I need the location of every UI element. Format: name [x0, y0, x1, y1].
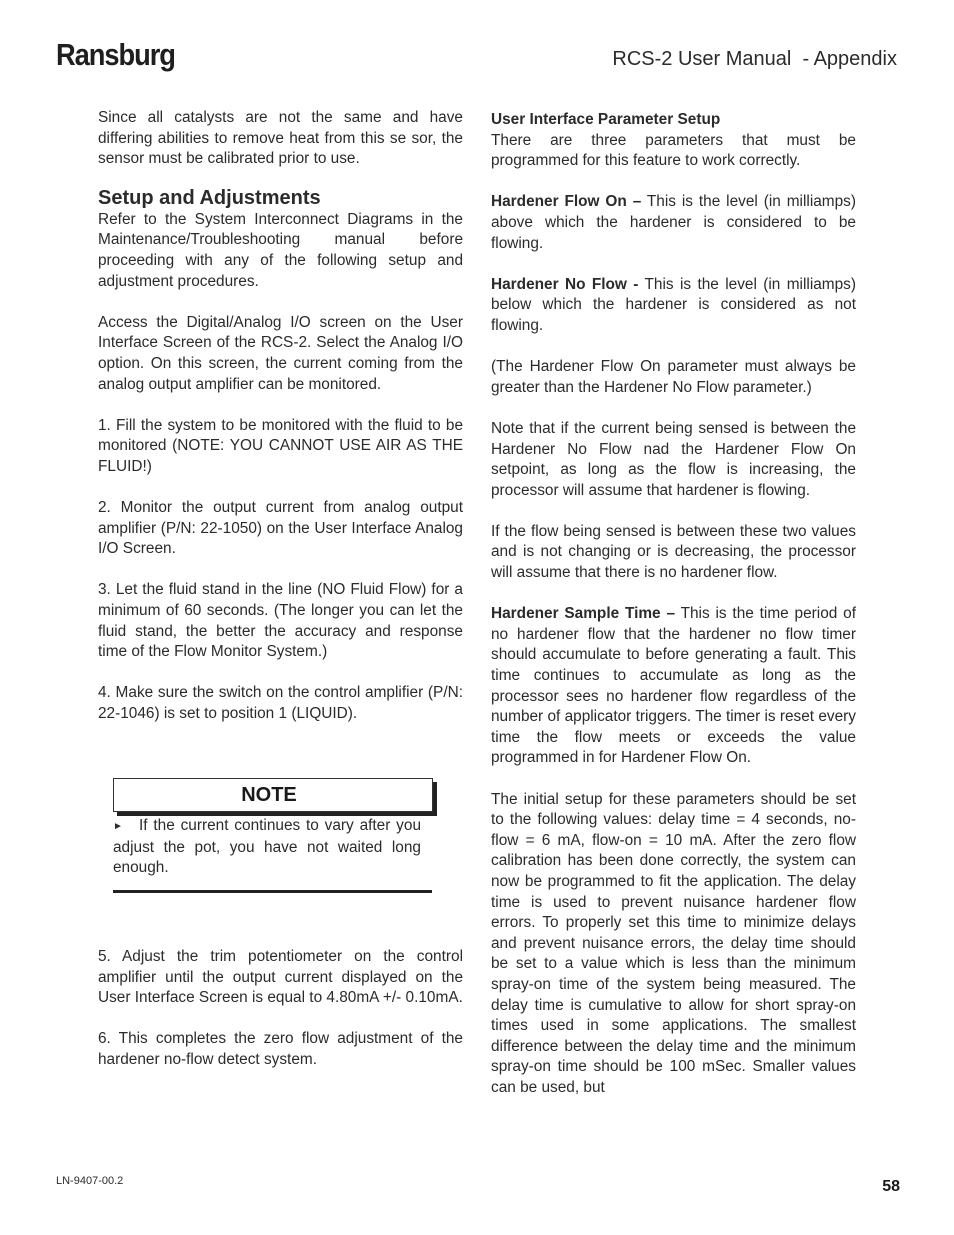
- note-divider: [113, 890, 432, 893]
- brand-logo: Ransburg: [56, 37, 175, 72]
- page-number: 58: [882, 1178, 900, 1195]
- step-6: 6. This completes the zero flow adjustment of the hardener no-flow detect system.: [98, 1030, 463, 1068]
- paragraph-flow-sensed: If the flow being sensed is between these two values and is not changing or is decreasing, the processor will assume that there is no hardener flow.: [491, 522, 856, 582]
- flow-on-label: Hardener Flow On –: [491, 193, 642, 211]
- paragraph-refer: Refer to the System Interconnect Diagrams in the Maintenance/Troubleshooting manual before proceeding with any of the following setup and adjustment procedures.: [98, 210, 463, 290]
- right-heading: User Interface Parameter Setup: [491, 111, 721, 128]
- flow-on-text: This is the level (in milliamps) above which the hardener is considered to be flowing.: [491, 193, 856, 252]
- step-4: 4. Make sure the switch on the control amplifier (P/N: 22-1046) is set to position 1 (LIQUID).: [98, 684, 463, 723]
- paragraph-parenthetical: (The Hardener Flow On parameter must always be greater than the Hardener No Flow parameter.): [491, 358, 856, 396]
- paragraph-initial-setup: The initial setup for these parameters should be set to the following values: delay time = 4 seconds, no-flow = 6 mA, flow-on = 10 mA. After the zero flow calibration has been done correctly, the system can now be programmed to fit the application. The delay time is used to prevent nuisance hardener flow errors. To properly set this time to minimize delays and prevent nuisance errors, the delay time should be set to a value which is less than the minimum spray-on time of the system being measured. The delay time is cumulative to allow for short spray-on times used in some applications. The smallest difference between the delay time and the minimum spray-on time should be 100 mSec. Smaller values can be used, but: [491, 790, 856, 1096]
- paragraph-parameters: There are three parameters that must be programmed for this feature to work correctly.: [491, 131, 856, 170]
- right-column: [491, 110, 856, 1099]
- step-2: 2. Monitor the output current from analog output amplifier (P/N: 22-1050) on the User Interface Analog I/O Screen.: [98, 499, 463, 558]
- note-box: [113, 778, 433, 812]
- note-text: [113, 816, 421, 879]
- sample-time-text: This is the time period of no hardener flow that the hardener no flow timer should accumulate to before generating a fault. This time continues to accumulate as long as the processor sees no hardener flow regardless of the number of applicator triggers. The timer is reset every time the flow meets or exceeds the value programmed in for Hardener Flow On.: [491, 605, 856, 767]
- paragraph-access: Access the Digital/Analog I/O screen on the User Interface Screen of the RCS-2. Select the Analog I/O option. On this screen, the current coming from the analog output amplifier can be monitored.: [98, 313, 463, 393]
- paragraph-sample-time: [491, 604, 856, 769]
- arrow-bullet-icon: ►: [113, 821, 123, 832]
- sample-time-label: Hardener Sample Time –: [491, 605, 676, 623]
- note-body: If the current continues to vary after you adjust the pot, you have not waited long enough.: [113, 817, 421, 877]
- intro-paragraph: Since all catalysts are not the same and have differing abilities to remove heat from this se sor, the sensor must be calibrated prior to use.: [98, 109, 463, 168]
- step-3: 3. Let the fluid stand in the line (NO Fluid Flow) for a minimum of 60 seconds. (The longer you can let the fluid stand, the better the accuracy and response time of the Flow Monitor System.): [98, 581, 463, 661]
- left-column: [98, 108, 463, 725]
- paragraph-current-note: Note that if the current being sensed is between the Hardener No Flow nad the Hardener Flow On setpoint, as long as the flow is increasing, the processor will assume that hardener is flowing.: [491, 419, 856, 499]
- note-label: NOTE: [241, 784, 297, 806]
- left-column-lower: [98, 947, 463, 1071]
- step-5: 5. Adjust the trim potentiometer on the control amplifier until the output current displayed on the User Interface Screen is equal to 4.80mA +/- 0.10mA.: [98, 948, 463, 1007]
- paragraph-no-flow: [491, 275, 856, 337]
- paragraph-flow-on: [491, 192, 856, 254]
- doc-number: LN-9407-00.2: [56, 1175, 124, 1187]
- section-heading: Setup and Adjustments: [98, 186, 321, 209]
- no-flow-text: This is the level (in milliamps) below which the hardener is considered as not flowing.: [491, 275, 856, 334]
- no-flow-label: Hardener No Flow -: [491, 275, 639, 293]
- manual-title: RCS-2 User Manual - Appendix: [612, 48, 897, 70]
- step-1: 1. Fill the system to be monitored with the fluid to be monitored (NOTE: YOU CANNOT USE AIR AS THE FLUID!): [98, 416, 463, 475]
